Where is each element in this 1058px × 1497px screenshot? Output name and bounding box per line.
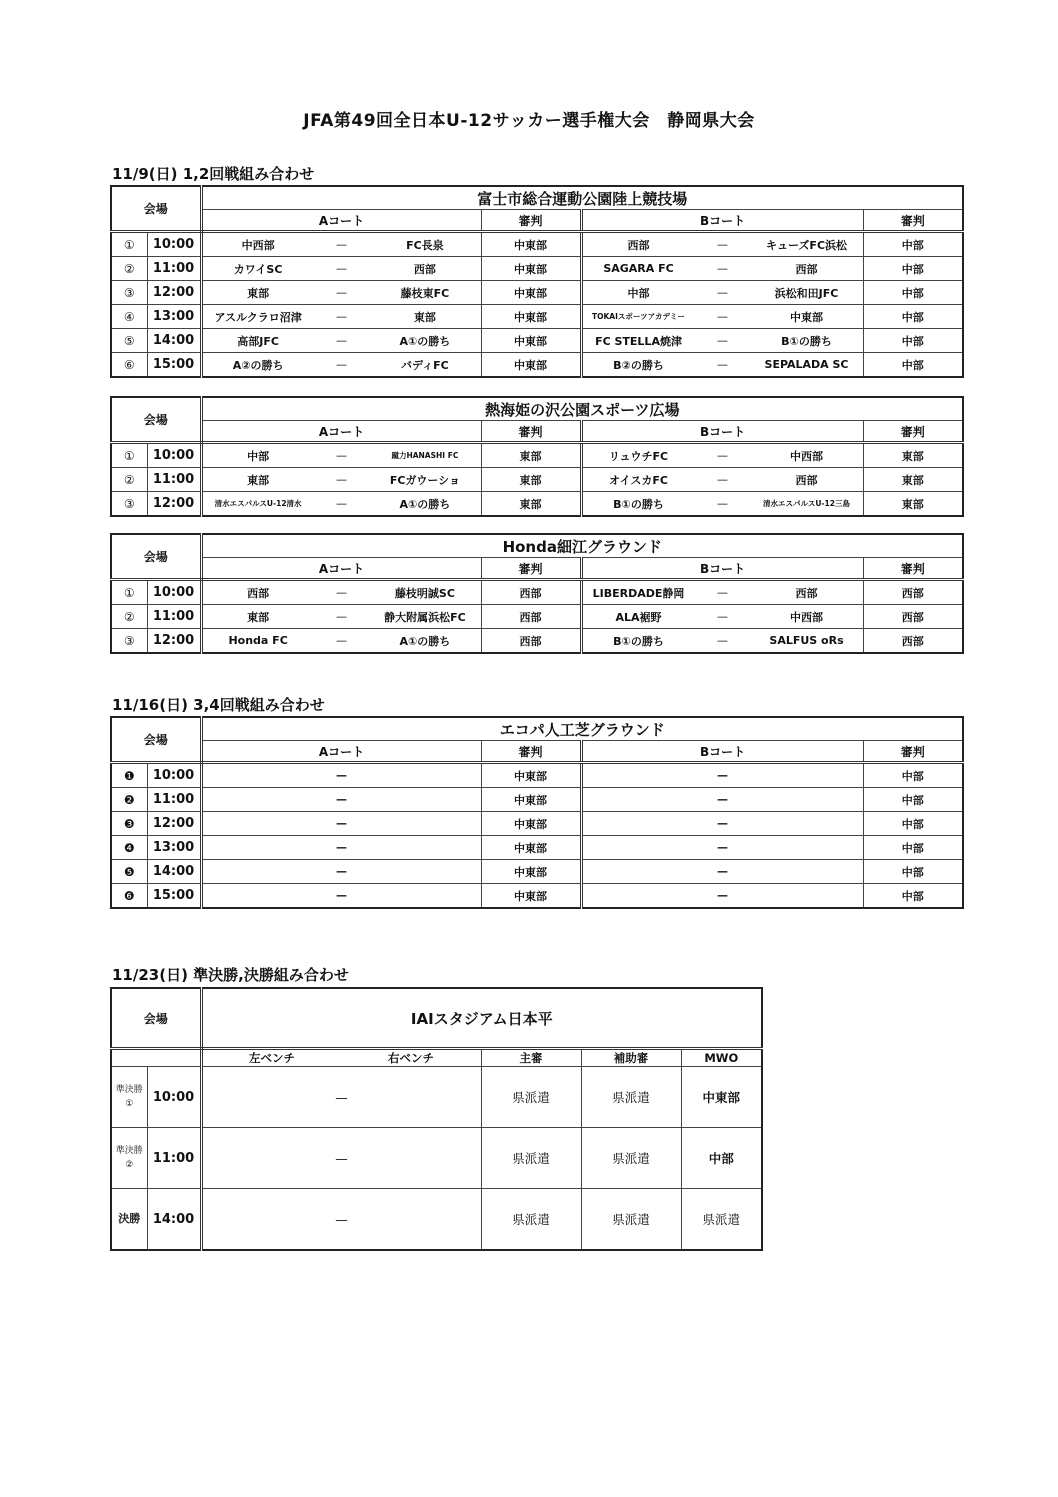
home-team: A②の勝ち (232, 358, 284, 372)
vs-dash: — (336, 473, 347, 486)
kickoff-time: 11:00 (147, 257, 201, 281)
round-label-bottom: ① (125, 1099, 134, 1109)
referee-b: 中部 (863, 763, 963, 788)
court-a-match (201, 281, 481, 305)
away-team: 中西部 (790, 449, 824, 463)
venue-label: 会場 (111, 534, 201, 580)
kickoff-time: 13:00 (147, 305, 201, 329)
venue-name: 熱海姫の沢公園スポーツ広場 (201, 397, 963, 421)
match-row (111, 492, 963, 517)
match-number: ❶ (111, 763, 147, 788)
referee-a: 東部 (481, 492, 581, 517)
round-label-top: 準決勝 (115, 1085, 143, 1095)
home-team: B①の勝ち (613, 497, 664, 511)
kickoff-time: 10:00 (147, 580, 201, 605)
away-team: 西部 (795, 473, 818, 487)
court-b-header: Bコート (581, 421, 863, 443)
referee-a-header: 審判 (481, 558, 581, 580)
vs-dash: — (717, 610, 729, 623)
court-b-match (581, 281, 863, 305)
court-a-match (201, 305, 481, 329)
away-team: 西部 (795, 586, 818, 600)
court-b-match (581, 605, 863, 629)
left-bench-header: 左ベンチ (249, 1051, 296, 1065)
home-team: 清水エスパルスU-12清水 (214, 499, 302, 508)
away-team: B①の勝ち (781, 334, 832, 348)
referee-b: 中部 (863, 884, 963, 909)
court-b-match: — (581, 812, 863, 836)
referee-a: 中東部 (481, 788, 581, 812)
kickoff-time: 10:00 (147, 443, 201, 468)
away-team: キューズFC浜松 (765, 238, 848, 252)
kickoff-time: 10:00 (147, 232, 201, 257)
referee-b: 西部 (863, 580, 963, 605)
vs-dash: — (336, 586, 347, 599)
match-row (111, 884, 963, 909)
court-a-match (201, 605, 481, 629)
court-a-header: Aコート (201, 558, 481, 580)
mwo: 県派遣 (681, 1189, 762, 1251)
kickoff-time: 13:00 (147, 836, 201, 860)
home-team: オイスカFC (609, 473, 668, 487)
assistant-referee: 県派遣 (581, 1189, 681, 1251)
referee-a: 中東部 (481, 763, 581, 788)
referee-b: 中部 (863, 788, 963, 812)
match-number: ⑥ (111, 353, 147, 378)
referee-b-header: 審判 (863, 421, 963, 443)
match-number: ① (111, 443, 147, 468)
venue-name: Honda細江グラウンド (201, 534, 963, 558)
match-number: ③ (111, 492, 147, 517)
referee-b: 東部 (863, 443, 963, 468)
kickoff-time: 12:00 (147, 492, 201, 517)
referee-b-header: 審判 (863, 741, 963, 763)
home-team: TOKAIスポーツアカデミー (592, 312, 686, 321)
referee-a: 西部 (481, 580, 581, 605)
home-team: Honda FC (228, 634, 288, 647)
home-team: 東部 (247, 610, 270, 624)
away-team: SALFUS oRs (769, 634, 844, 647)
right-bench-header: 右ベンチ (388, 1051, 435, 1065)
court-b-header: Bコート (581, 210, 863, 232)
court-b-match (581, 443, 863, 468)
court-a-header: Aコート (201, 741, 481, 763)
match-row (111, 353, 963, 378)
vs-dash: — (717, 286, 729, 299)
away-team: 西部 (413, 262, 436, 276)
home-team: 中西部 (241, 238, 275, 252)
vs-dash: — (717, 473, 729, 486)
day1-venue-table (110, 533, 964, 654)
match-row (111, 329, 963, 353)
match-number: ❷ (111, 788, 147, 812)
vs-dash: — (717, 449, 729, 462)
match-number: ④ (111, 305, 147, 329)
match-row (111, 629, 963, 654)
court-b-match (581, 305, 863, 329)
court-a-match: — (201, 763, 481, 788)
match-row (111, 232, 963, 257)
court-b-header: Bコート (581, 741, 863, 763)
court-a-match (201, 257, 481, 281)
match-row (111, 1067, 762, 1128)
match-row (111, 580, 963, 605)
court-a-match (201, 468, 481, 492)
venue-label: 会場 (111, 988, 201, 1049)
away-team: 蹴力HANASHI FC (391, 451, 459, 460)
match-row (111, 305, 963, 329)
kickoff-time: 14:00 (147, 860, 201, 884)
court-a-match (201, 443, 481, 468)
away-team: 中東部 (790, 310, 824, 324)
vs-dash: — (336, 358, 347, 371)
referee-b: 西部 (863, 605, 963, 629)
day3-venue-table (110, 987, 763, 1251)
court-a-header: Aコート (201, 421, 481, 443)
match-number: ③ (111, 629, 147, 654)
venue-name: エコパ人工芝グラウンド (201, 717, 963, 741)
away-team: 浜松和田JFC (774, 286, 839, 300)
vs-dash: — (336, 634, 347, 647)
court-b-match: — (581, 788, 863, 812)
away-team: 西部 (795, 262, 818, 276)
match-row (111, 605, 963, 629)
match-number: ❺ (111, 860, 147, 884)
match-number: ② (111, 605, 147, 629)
court-a-match: — (201, 812, 481, 836)
main-ref-header: 主審 (481, 1049, 581, 1067)
venue-label: 会場 (111, 186, 201, 232)
kickoff-time: 12:00 (147, 812, 201, 836)
day2-heading: 11/16(日) 3,4回戦組み合わせ (112, 696, 325, 714)
vs-dash: — (717, 634, 729, 647)
court-b-match (581, 629, 863, 654)
bench-match: — (201, 1189, 481, 1251)
court-a-match (201, 232, 481, 257)
referee-a: 中東部 (481, 257, 581, 281)
document-title: JFA第49回全日本U-12サッカー選手権大会 静岡県大会 (303, 111, 755, 131)
vs-dash: — (336, 334, 347, 347)
court-a-match (201, 329, 481, 353)
vs-dash: — (717, 262, 729, 275)
court-b-match: — (581, 884, 863, 909)
assistant-ref-header: 補助審 (581, 1049, 681, 1067)
venue-label: 会場 (111, 397, 201, 443)
kickoff-time: 10:00 (147, 763, 201, 788)
match-row (111, 860, 963, 884)
referee-b-header: 審判 (863, 210, 963, 232)
home-team: カワイSC (233, 262, 283, 276)
match-row (111, 836, 963, 860)
match-number: ② (111, 468, 147, 492)
referee-a: 中東部 (481, 884, 581, 909)
kickoff-time: 11:00 (147, 1128, 201, 1189)
venue-name: 富士市総合運動公園陸上競技場 (201, 186, 963, 210)
away-team: FCガウーショ (389, 473, 460, 487)
referee-b: 中部 (863, 353, 963, 378)
referee-b: 西部 (863, 629, 963, 654)
kickoff-time: 11:00 (147, 605, 201, 629)
main-referee: 県派遣 (481, 1189, 581, 1251)
referee-a-header: 審判 (481, 210, 581, 232)
referee-b: 東部 (863, 468, 963, 492)
home-team: 東部 (247, 473, 270, 487)
vs-dash: — (717, 358, 729, 371)
referee-a-header: 審判 (481, 741, 581, 763)
home-team: 東部 (247, 286, 270, 300)
mwo-header: MWO (681, 1049, 762, 1067)
court-a-match: — (201, 788, 481, 812)
court-b-match (581, 232, 863, 257)
away-team: FC長泉 (406, 238, 444, 252)
court-a-match (201, 629, 481, 654)
match-number: ⑤ (111, 329, 147, 353)
kickoff-time: 15:00 (147, 884, 201, 909)
home-team: SAGARA FC (603, 262, 674, 275)
match-number: ❸ (111, 812, 147, 836)
away-team: 静大附属浜松FC (384, 610, 466, 624)
away-team: 中西部 (790, 610, 824, 624)
court-b-match (581, 468, 863, 492)
referee-b: 中部 (863, 257, 963, 281)
blank-header-cell (111, 1049, 201, 1067)
vs-dash: — (336, 286, 347, 299)
bench-match: — (201, 1128, 481, 1189)
kickoff-time: 11:00 (147, 468, 201, 492)
home-team: B②の勝ち (613, 358, 664, 372)
vs-dash: — (717, 586, 729, 599)
referee-b: 中部 (863, 812, 963, 836)
vs-dash: — (336, 262, 347, 275)
vs-dash: — (336, 310, 347, 323)
court-a-match: — (201, 884, 481, 909)
referee-a: 東部 (481, 443, 581, 468)
away-team: 東部 (413, 310, 436, 324)
vs-dash: — (336, 497, 347, 510)
kickoff-time: 12:00 (147, 629, 201, 654)
home-team: LIBERDADE静岡 (592, 586, 685, 600)
home-team: リュウチFC (608, 449, 669, 463)
vs-dash: — (717, 497, 729, 510)
court-b-match: — (581, 860, 863, 884)
day3-heading: 11/23(日) 準決勝,決勝組み合わせ (112, 966, 349, 984)
assistant-referee: 県派遣 (581, 1067, 681, 1128)
court-b-match (581, 329, 863, 353)
referee-a: 西部 (481, 629, 581, 654)
vs-dash: — (717, 334, 729, 347)
venue-name: IAIスタジアム日本平 (201, 988, 762, 1049)
match-number: ③ (111, 281, 147, 305)
match-row (111, 257, 963, 281)
referee-b: 中部 (863, 329, 963, 353)
court-a-match (201, 353, 481, 378)
referee-b: 中部 (863, 305, 963, 329)
vs-dash: — (717, 310, 729, 323)
kickoff-time: 11:00 (147, 788, 201, 812)
away-team: 清水エスパルスU-12三島 (763, 499, 850, 508)
match-row (111, 443, 963, 468)
referee-a: 中東部 (481, 281, 581, 305)
bench-header (201, 1049, 481, 1067)
round-label-top: 準決勝 (115, 1146, 143, 1156)
court-a-match: — (201, 836, 481, 860)
away-team: A①の勝ち (399, 334, 451, 348)
main-referee: 県派遣 (481, 1067, 581, 1128)
referee-a: 東部 (481, 468, 581, 492)
home-team: 高部JFC (237, 334, 279, 348)
home-team: アスルクラロ沼津 (214, 310, 302, 324)
day1-heading: 11/9(日) 1,2回戦組み合わせ (112, 165, 315, 183)
vs-dash: — (717, 238, 729, 251)
away-team: A①の勝ち (399, 497, 451, 511)
referee-a: 中東部 (481, 353, 581, 378)
vs-dash: — (336, 610, 347, 623)
home-team: 中部 (627, 286, 650, 300)
venue-label: 会場 (111, 717, 201, 763)
match-row (111, 468, 963, 492)
away-team: 藤枝東FC (400, 286, 450, 300)
court-a-header: Aコート (201, 210, 481, 232)
court-b-match (581, 492, 863, 517)
referee-b: 中部 (863, 232, 963, 257)
home-team: 西部 (627, 238, 650, 252)
court-b-match: — (581, 763, 863, 788)
day1-venue-table (110, 396, 964, 517)
referee-b: 東部 (863, 492, 963, 517)
round-label-top: 決勝 (118, 1212, 141, 1225)
referee-a: 中東部 (481, 305, 581, 329)
mwo: 中東部 (681, 1067, 762, 1128)
match-number: ❹ (111, 836, 147, 860)
away-team: 藤枝明誠SC (394, 586, 455, 600)
court-a-match: — (201, 860, 481, 884)
kickoff-time: 12:00 (147, 281, 201, 305)
match-number: ① (111, 232, 147, 257)
referee-a: 中東部 (481, 329, 581, 353)
home-team: FC STELLA焼津 (595, 334, 682, 348)
court-b-match (581, 580, 863, 605)
away-team: SEPALADA SC (764, 358, 849, 371)
referee-a: 中東部 (481, 812, 581, 836)
home-team: ALA裾野 (615, 610, 662, 624)
match-row (111, 788, 963, 812)
home-team: B①の勝ち (613, 634, 664, 648)
match-row (111, 281, 963, 305)
court-b-match: — (581, 836, 863, 860)
main-referee: 県派遣 (481, 1128, 581, 1189)
match-row (111, 763, 963, 788)
court-b-header: Bコート (581, 558, 863, 580)
referee-b-header: 審判 (863, 558, 963, 580)
court-b-match (581, 353, 863, 378)
round-label (111, 1128, 147, 1189)
match-row (111, 1189, 762, 1251)
referee-b: 中部 (863, 860, 963, 884)
kickoff-time: 14:00 (147, 1189, 201, 1251)
referee-a-header: 審判 (481, 421, 581, 443)
vs-dash: — (336, 449, 347, 462)
referee-b: 中部 (863, 836, 963, 860)
match-number: ❻ (111, 884, 147, 909)
day2-venue-table (110, 716, 964, 909)
bench-match: — (201, 1067, 481, 1128)
day1-venue-table (110, 185, 964, 378)
match-number: ① (111, 580, 147, 605)
court-a-match (201, 492, 481, 517)
referee-b: 中部 (863, 281, 963, 305)
match-row (111, 812, 963, 836)
vs-dash: — (336, 238, 347, 251)
assistant-referee: 県派遣 (581, 1128, 681, 1189)
home-team: 西部 (247, 586, 270, 600)
kickoff-time: 14:00 (147, 329, 201, 353)
court-b-match (581, 257, 863, 281)
kickoff-time: 10:00 (147, 1067, 201, 1128)
home-team: 中部 (247, 449, 270, 463)
away-team: A①の勝ち (399, 634, 451, 648)
referee-a: 西部 (481, 605, 581, 629)
referee-a: 中東部 (481, 232, 581, 257)
referee-a: 中東部 (481, 860, 581, 884)
round-label (111, 1067, 147, 1128)
court-a-match (201, 580, 481, 605)
away-team: バディFC (401, 358, 449, 372)
round-label (111, 1189, 147, 1251)
match-row (111, 1128, 762, 1189)
round-label-bottom: ② (125, 1160, 134, 1170)
match-number: ② (111, 257, 147, 281)
mwo: 中部 (681, 1128, 762, 1189)
kickoff-time: 15:00 (147, 353, 201, 378)
referee-a: 中東部 (481, 836, 581, 860)
